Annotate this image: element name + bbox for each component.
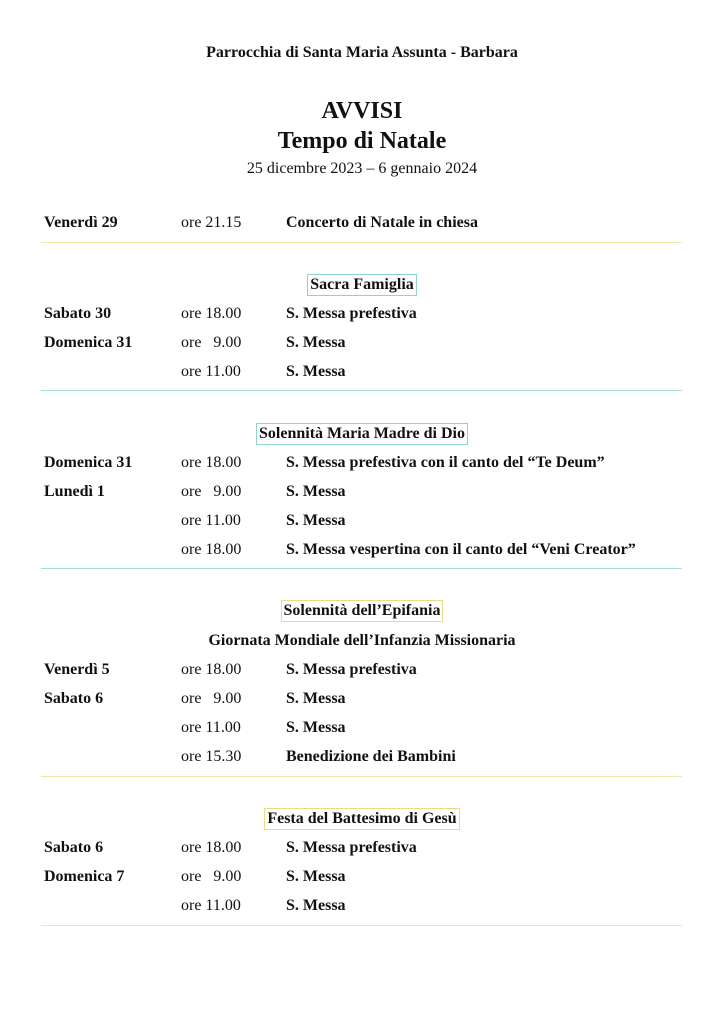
section-heading-battesimo: [0, 808, 724, 830]
row-day: Lunedì 1: [44, 483, 105, 500]
schedule-row: [0, 746, 724, 768]
row-event: S. Messa: [286, 334, 346, 351]
schedule-row: [0, 688, 724, 710]
section-divider: [41, 242, 682, 243]
row-day: Venerdì 29: [44, 214, 118, 231]
section-divider: [41, 390, 682, 391]
schedule-row: [0, 212, 724, 234]
row-event: S. Messa prefestiva con il canto del “Te Deum”: [286, 454, 605, 471]
row-event: S. Messa: [286, 897, 346, 914]
schedule-row: [0, 481, 724, 503]
section-heading-epifania: [0, 600, 724, 622]
row-event: S. Messa prefestiva: [286, 661, 417, 678]
section-heading-sacra-famiglia: [0, 274, 724, 296]
section-divider: [41, 925, 682, 926]
row-time: ore 11.00: [181, 512, 241, 529]
row-time: ore 11.00: [181, 719, 241, 736]
row-event: S. Messa: [286, 363, 346, 380]
section-heading-label: Solennità dell’Epifania: [281, 600, 444, 622]
row-time: ore 9.00: [181, 334, 242, 351]
row-time: ore 9.00: [181, 690, 242, 707]
row-time: ore 9.00: [181, 483, 242, 500]
schedule-row: [0, 303, 724, 325]
row-event: S. Messa prefestiva: [286, 839, 417, 856]
row-day: Domenica 7: [44, 868, 125, 885]
row-event: S. Messa vespertina con il canto del “Veni Creator”: [286, 541, 636, 558]
row-time: ore 15.30: [181, 748, 242, 765]
row-event: Benedizione dei Bambini: [286, 748, 456, 765]
schedule-row: [0, 361, 724, 383]
section-divider: [41, 568, 682, 569]
row-event: S. Messa: [286, 868, 346, 885]
row-day: Sabato 6: [44, 839, 104, 856]
row-time: ore 18.00: [181, 541, 242, 558]
section-divider: [41, 776, 682, 777]
row-event: Concerto di Natale in chiesa: [286, 214, 478, 231]
schedule-row: [0, 539, 724, 561]
row-event: S. Messa: [286, 719, 346, 736]
date-range: 25 dicembre 2023 – 6 gennaio 2024: [246, 160, 478, 177]
section-heading-label: Sacra Famiglia: [307, 274, 417, 296]
page-subtitle: Tempo di Natale: [277, 128, 447, 154]
row-time: ore 18.00: [181, 305, 242, 322]
schedule-row: [0, 717, 724, 739]
row-time: ore 9.00: [181, 868, 242, 885]
page-title: AVVISI: [321, 98, 403, 124]
row-event: S. Messa prefestiva: [286, 305, 417, 322]
schedule-row: [0, 837, 724, 859]
row-event: S. Messa: [286, 483, 346, 500]
schedule-row: [0, 866, 724, 888]
parish-name: Parrocchia di Santa Maria Assunta - Barbara: [206, 44, 518, 61]
row-time: ore 11.00: [181, 363, 241, 380]
row-time: ore 18.00: [181, 454, 242, 471]
row-event: S. Messa: [286, 690, 346, 707]
row-time: ore 18.00: [181, 839, 242, 856]
section-subheading: Giornata Mondiale dell’Infanzia Missionaria: [208, 632, 516, 649]
row-time: ore 21.15: [181, 214, 242, 231]
schedule-row: [0, 332, 724, 354]
row-time: ore 18.00: [181, 661, 242, 678]
row-event: S. Messa: [286, 512, 346, 529]
row-day: Sabato 30: [44, 305, 112, 322]
schedule-row: [0, 510, 724, 532]
section-heading-maria-madre: [0, 423, 724, 445]
row-day: Domenica 31: [44, 334, 133, 351]
section-heading-label: Festa del Battesimo di Gesù: [264, 808, 459, 830]
row-day: Domenica 31: [44, 454, 133, 471]
schedule-row: [0, 659, 724, 681]
row-day: Venerdì 5: [44, 661, 110, 678]
row-day: Sabato 6: [44, 690, 104, 707]
section-heading-label: Solennità Maria Madre di Dio: [256, 423, 468, 445]
schedule-row: [0, 452, 724, 474]
row-time: ore 11.00: [181, 897, 241, 914]
schedule-row: [0, 895, 724, 917]
